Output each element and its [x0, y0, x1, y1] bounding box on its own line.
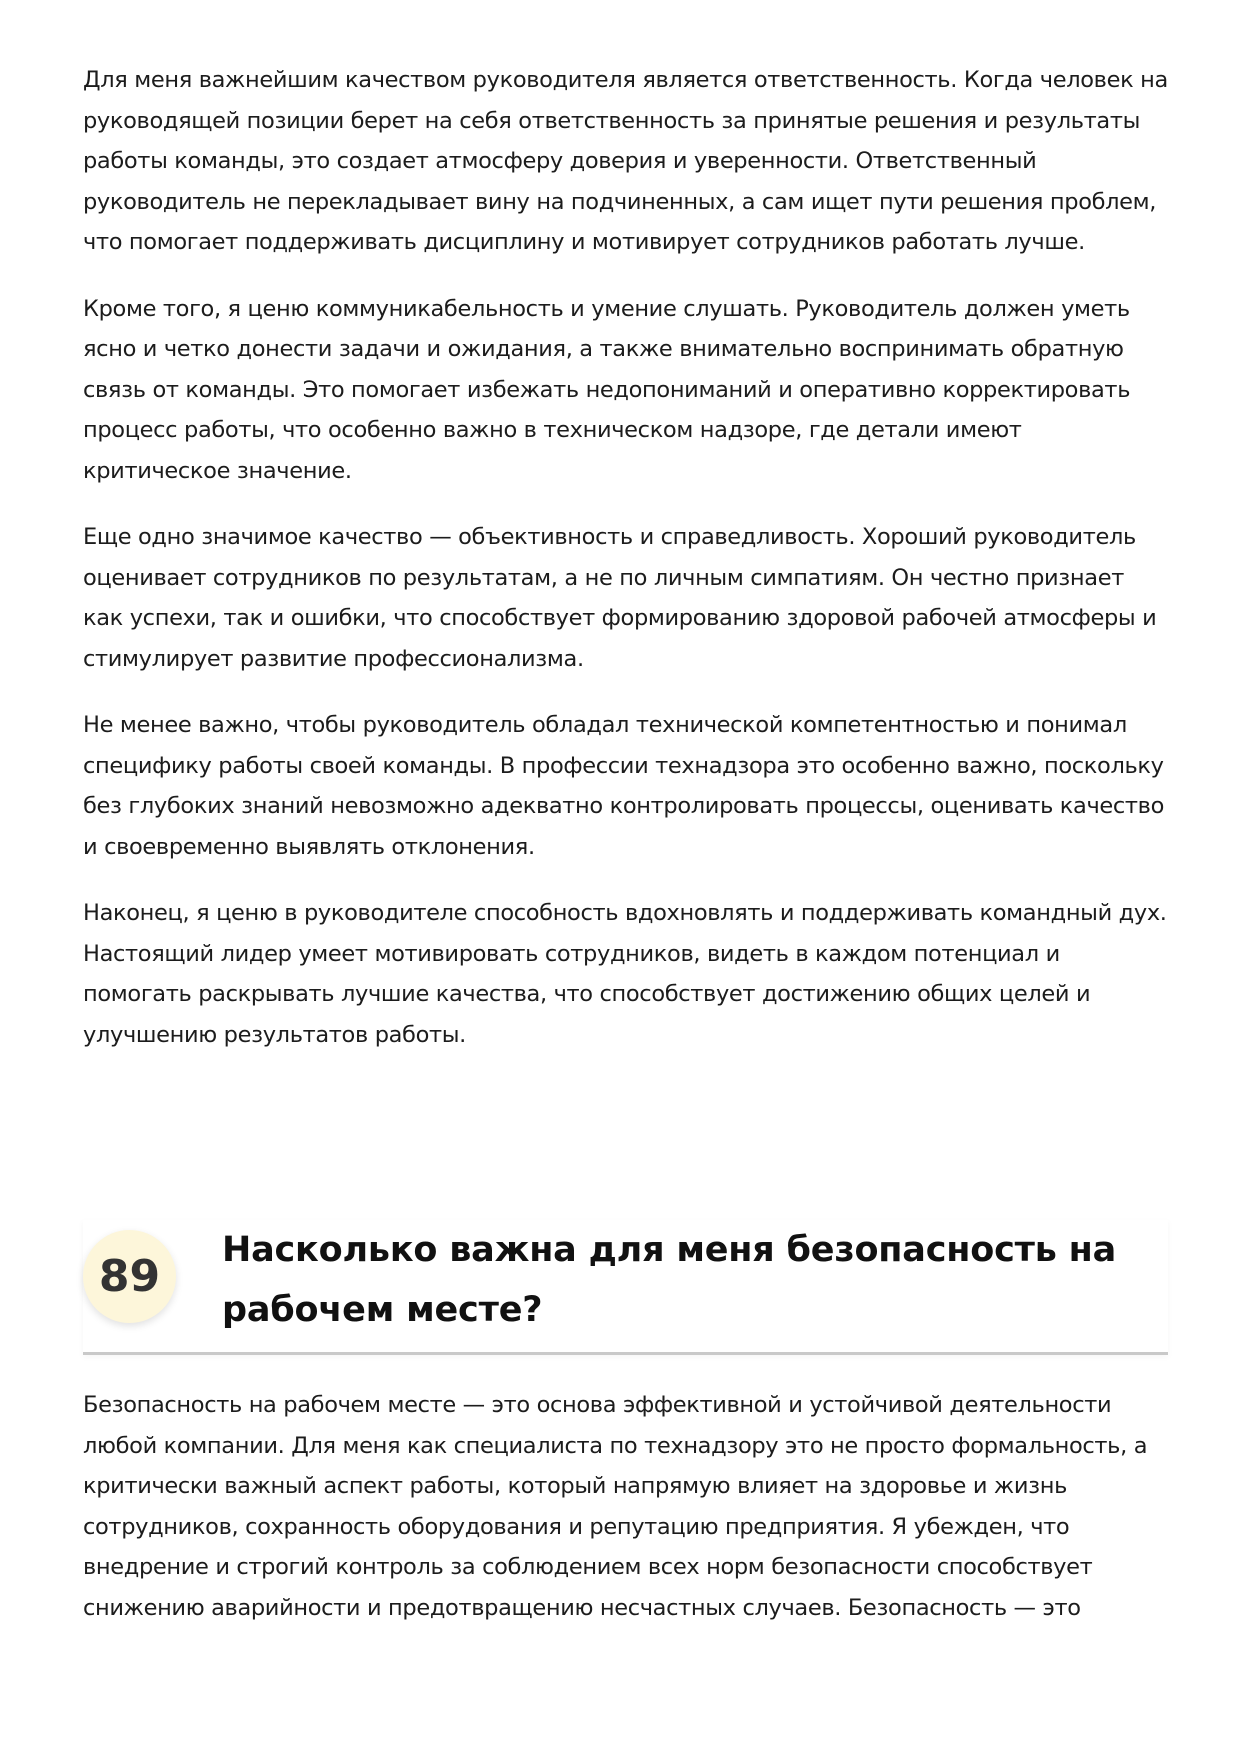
- paragraph-communication: Кроме того, я ценю коммуникабельность и умение слушать. Руководитель должен уметь ясно и четко донести задачи и ожидания, а также внимательно воспринимать обратную связь от команды. Это помогает избежать недопониманий и оперативно корректировать процесс работы, что особенно важно в техническом надзоре, где детали имеют критическое значение.: [83, 295, 1131, 484]
- paragraph-responsibility: Для меня важнейшим качеством руководителя является ответственность. Когда человек на руководящей позиции берет на себя ответственность за принятые решения и результаты работы команды, это создает атмосферу доверия и уверенности. Ответственный руководитель не перекладывает вину на подчиненных, а сам ищет пути решения проблем, что помогает поддерживать дисциплину и мотивирует сотрудников работать лучше.: [83, 67, 1168, 255]
- question-number-badge: 89: [83, 1230, 176, 1323]
- paragraph-inspiration: Наконец, я ценю в руководителе способность вдохновлять и поддерживать командный дух. Настоящий лидер умеет мотивировать сотрудников, видеть в каждом потенциал и помогать раскрывать лучшие качества, что способствует достижению общих целей и улучшению результатов работы.: [83, 900, 1167, 1048]
- answer-paragraph: Безопасность на рабочем месте — это основа эффективной и устойчивой деятельности любой компании. Для меня как специалиста по технадзору это не просто формальность, а критически важный аспект работы, который напрямую влияет на здоровье и жизнь сотрудников, сохранность оборудования и репутацию предприятия. Я убежден, что внедрение и строгий контроль за соблюдением всех норм безопасности способствует снижению аварийности и предотвращению несчастных случаев. Безопасность — это: [83, 1392, 1148, 1621]
- paragraph-objectivity: Еще одно значимое качество — объективность и справедливость. Хороший руководитель оценивает сотрудников по результатам, а не по личным симпатиям. Он честно признает как успехи, так и ошибки, что способствует формированию здоровой рабочей атмосферы и стимулирует развитие профессионализма.: [83, 524, 1157, 672]
- question-title: Насколько важна для меня безопасность на рабочем месте?: [222, 1230, 1117, 1330]
- paragraph-competence: Не менее важно, чтобы руководитель обладал технической компетентностью и понимал специфику работы своей команды. В профессии технадзора это особенно важно, поскольку без глубоких знаний невозможно адекватно контролировать процессы, оценивать качество и своевременно выявлять отклонения.: [83, 712, 1164, 860]
- answer-section: [83, 1385, 1168, 1654]
- question-header: [83, 1220, 1168, 1355]
- previous-answer-section: [83, 60, 1168, 1081]
